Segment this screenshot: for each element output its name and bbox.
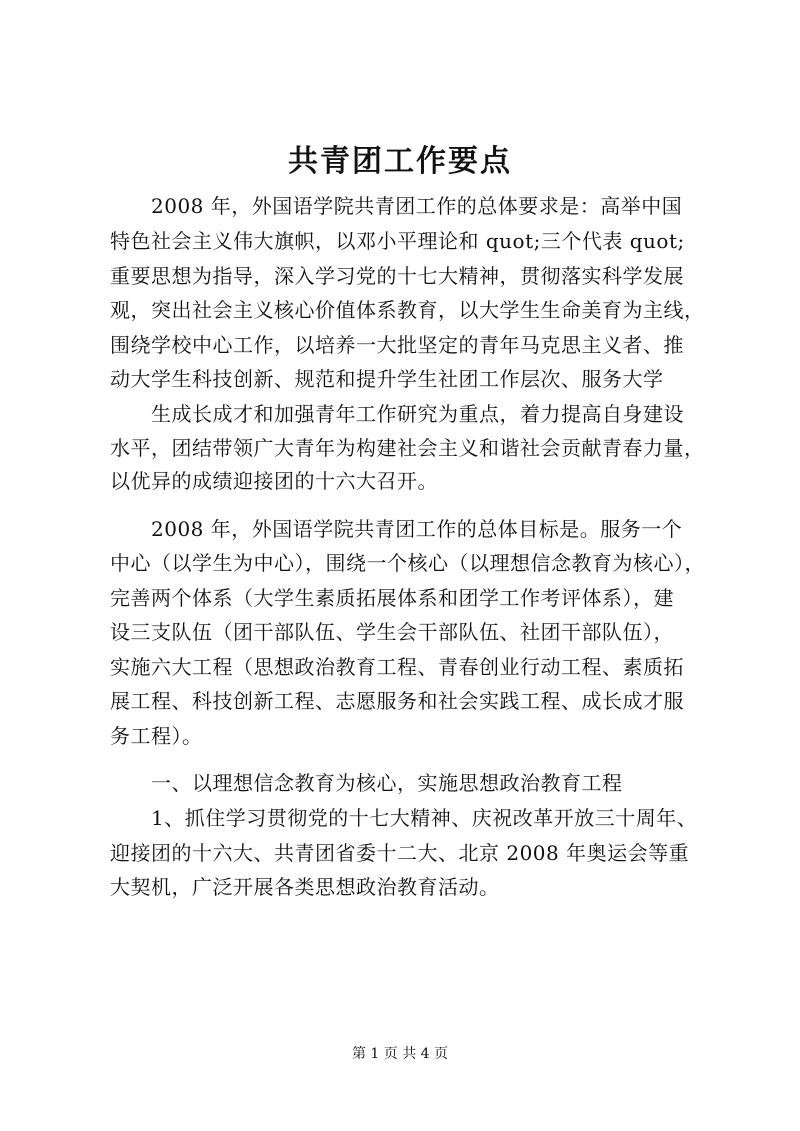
section-heading: 一、以理想信念教育为核心，实施思想政治教育工程: [110, 771, 623, 795]
text-line: 完善两个体系（大学生素质拓展体系和团学工作考评体系），建: [110, 586, 674, 610]
text-line: 动大学生科技创新、规范和提升学生社团工作层次、服务大学: [110, 367, 664, 391]
text-line: 中心（以学生为中心），围绕一个核心（以理想信念教育为核心），: [110, 551, 705, 575]
text-line: 水平，团结带领广大青年为构建社会主义和谐社会贡献青春力量，: [110, 436, 705, 460]
text-line: 特色社会主义伟大旗帜，以邓小平理论和 quot;三个代表 quot;: [110, 229, 685, 253]
text-line: 展工程、科技创新工程、志愿服务和社会实践工程、成长成才服: [110, 689, 684, 713]
text-line: 设三支队伍（团干部队伍、学生会干部队伍、社团干部队伍），: [110, 620, 674, 644]
text-line: 务工程）。: [110, 724, 203, 748]
document-title: 共青团工作要点: [288, 144, 512, 179]
text-line: 实施六大工程（思想政治教育工程、青春创业行动工程、素质拓: [110, 655, 684, 679]
text-line: 生成长成才和加强青年工作研究为重点，着力提高自身建设: [110, 402, 684, 426]
text-line: 大契机，广泛开展各类思想政治教育活动。: [110, 875, 500, 899]
text-line: 2008 年，外国语学院共青团工作的总体要求是：高举中国: [110, 194, 683, 218]
page-indicator: 第 1 页 共 4 页: [351, 1046, 449, 1062]
text-line: 重要思想为指导，深入学习党的十七大精神，贯彻落实科学发展: [110, 264, 684, 288]
text-line: 迎接团的十六大、共青团省委十二大、北京 2008 年奥运会等重: [110, 841, 690, 865]
text-line: 围绕学校中心工作，以培养一大批坚定的青年马克思主义者、推: [110, 333, 684, 357]
text-line: 1、抓住学习贯彻党的十七大精神、庆祝改革开放三十周年、: [110, 806, 698, 830]
text-line: 以优异的成绩迎接团的十六大召开。: [110, 469, 438, 493]
text-line: 2008 年，外国语学院共青团工作的总体目标是。服务一个: [110, 517, 683, 541]
text-line: 观，突出社会主义核心价值体系教育，以大学生生命美育为主线，: [110, 298, 705, 322]
